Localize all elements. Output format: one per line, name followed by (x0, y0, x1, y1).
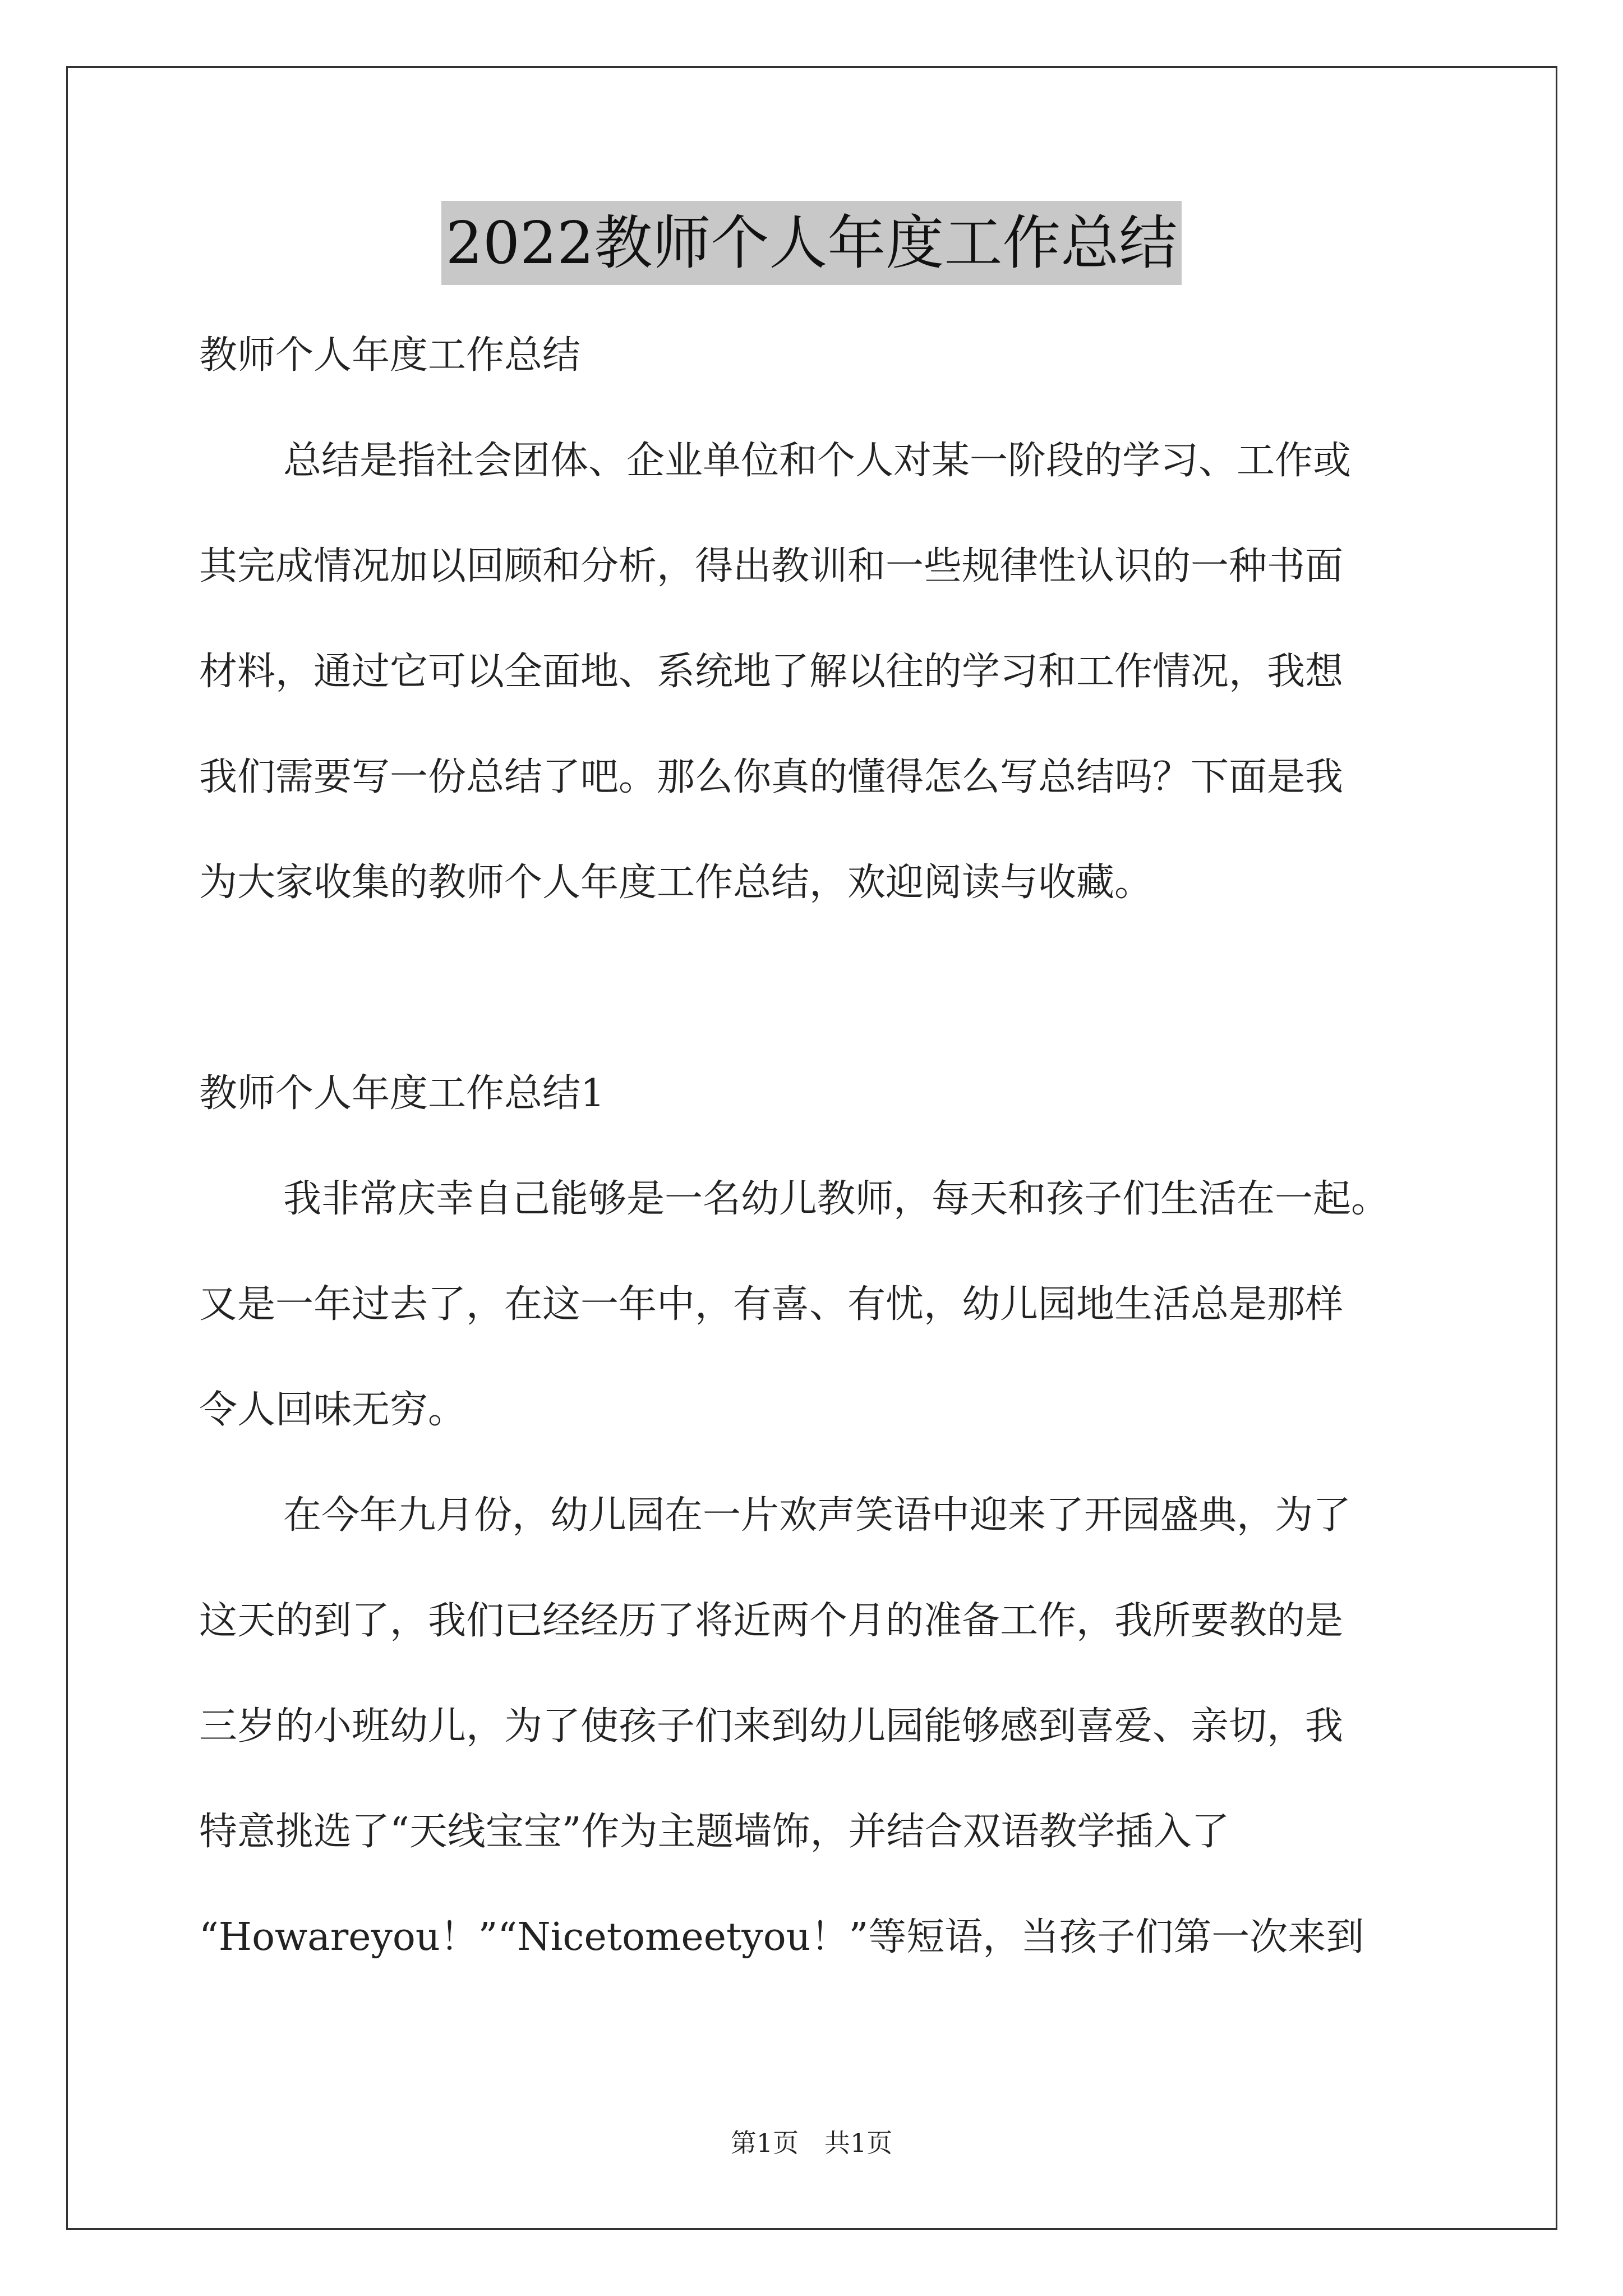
intro-heading: 教师个人年度工作总结 (199, 333, 581, 378)
section-heading: 教师个人年度工作总结1 (199, 1071, 605, 1116)
paragraph-line: 特意挑选了“天线宝宝”作为主题墙饰，并结合双语教学插入了 (199, 1810, 1230, 1854)
paragraph-line: 为大家收集的教师个人年度工作总结，欢迎阅读与收藏。 (199, 861, 1153, 905)
paragraph-line: 总结是指社会团体、企业单位和个人对某一阶段的学习、工作或 (283, 439, 1352, 483)
title-container (0, 201, 1623, 285)
section-spacer (199, 936, 1433, 1041)
paragraph-line: 三岁的小班幼儿，为了使孩子们来到幼儿园能够感到喜爱、亲切，我 (199, 1704, 1344, 1749)
paragraph-line: 其完成情况加以回顾和分析，得出教训和一些规律性认识的一种书面 (199, 544, 1344, 588)
paragraph-line: 在今年九月份，幼儿园在一片欢声笑语中迎来了开园盛典，为了 (283, 1493, 1352, 1538)
paragraph-line: 我非常庆幸自己能够是一名幼儿教师，每天和孩子们生活在一起。 (283, 1177, 1390, 1221)
paragraph-line: 材料，通过它可以全面地、系统地了解以往的学习和工作情况，我想 (199, 650, 1344, 694)
paragraph-line: 令人回味无穷。 (199, 1388, 467, 1432)
paragraph-line: 这天的到了，我们已经经历了将近两个月的准备工作，我所要教的是 (199, 1599, 1344, 1643)
document-body (199, 303, 1433, 1990)
paragraph-line: “Howareyou！”“Nicetomeetyou！”等短语，当孩子们第一次来到 (199, 1915, 1364, 1959)
paragraph-line: 又是一年过去了，在这一年中，有喜、有忧，幼儿园地生活总是那样 (199, 1282, 1344, 1327)
document-title: 2022教师个人年度工作总结 (441, 201, 1182, 285)
paragraph-line: 我们需要写一份总结了吧。那么你真的懂得怎么写总结吗？下面是我 (199, 755, 1344, 799)
page-footer: 第1页 共1页 (730, 2128, 893, 2158)
